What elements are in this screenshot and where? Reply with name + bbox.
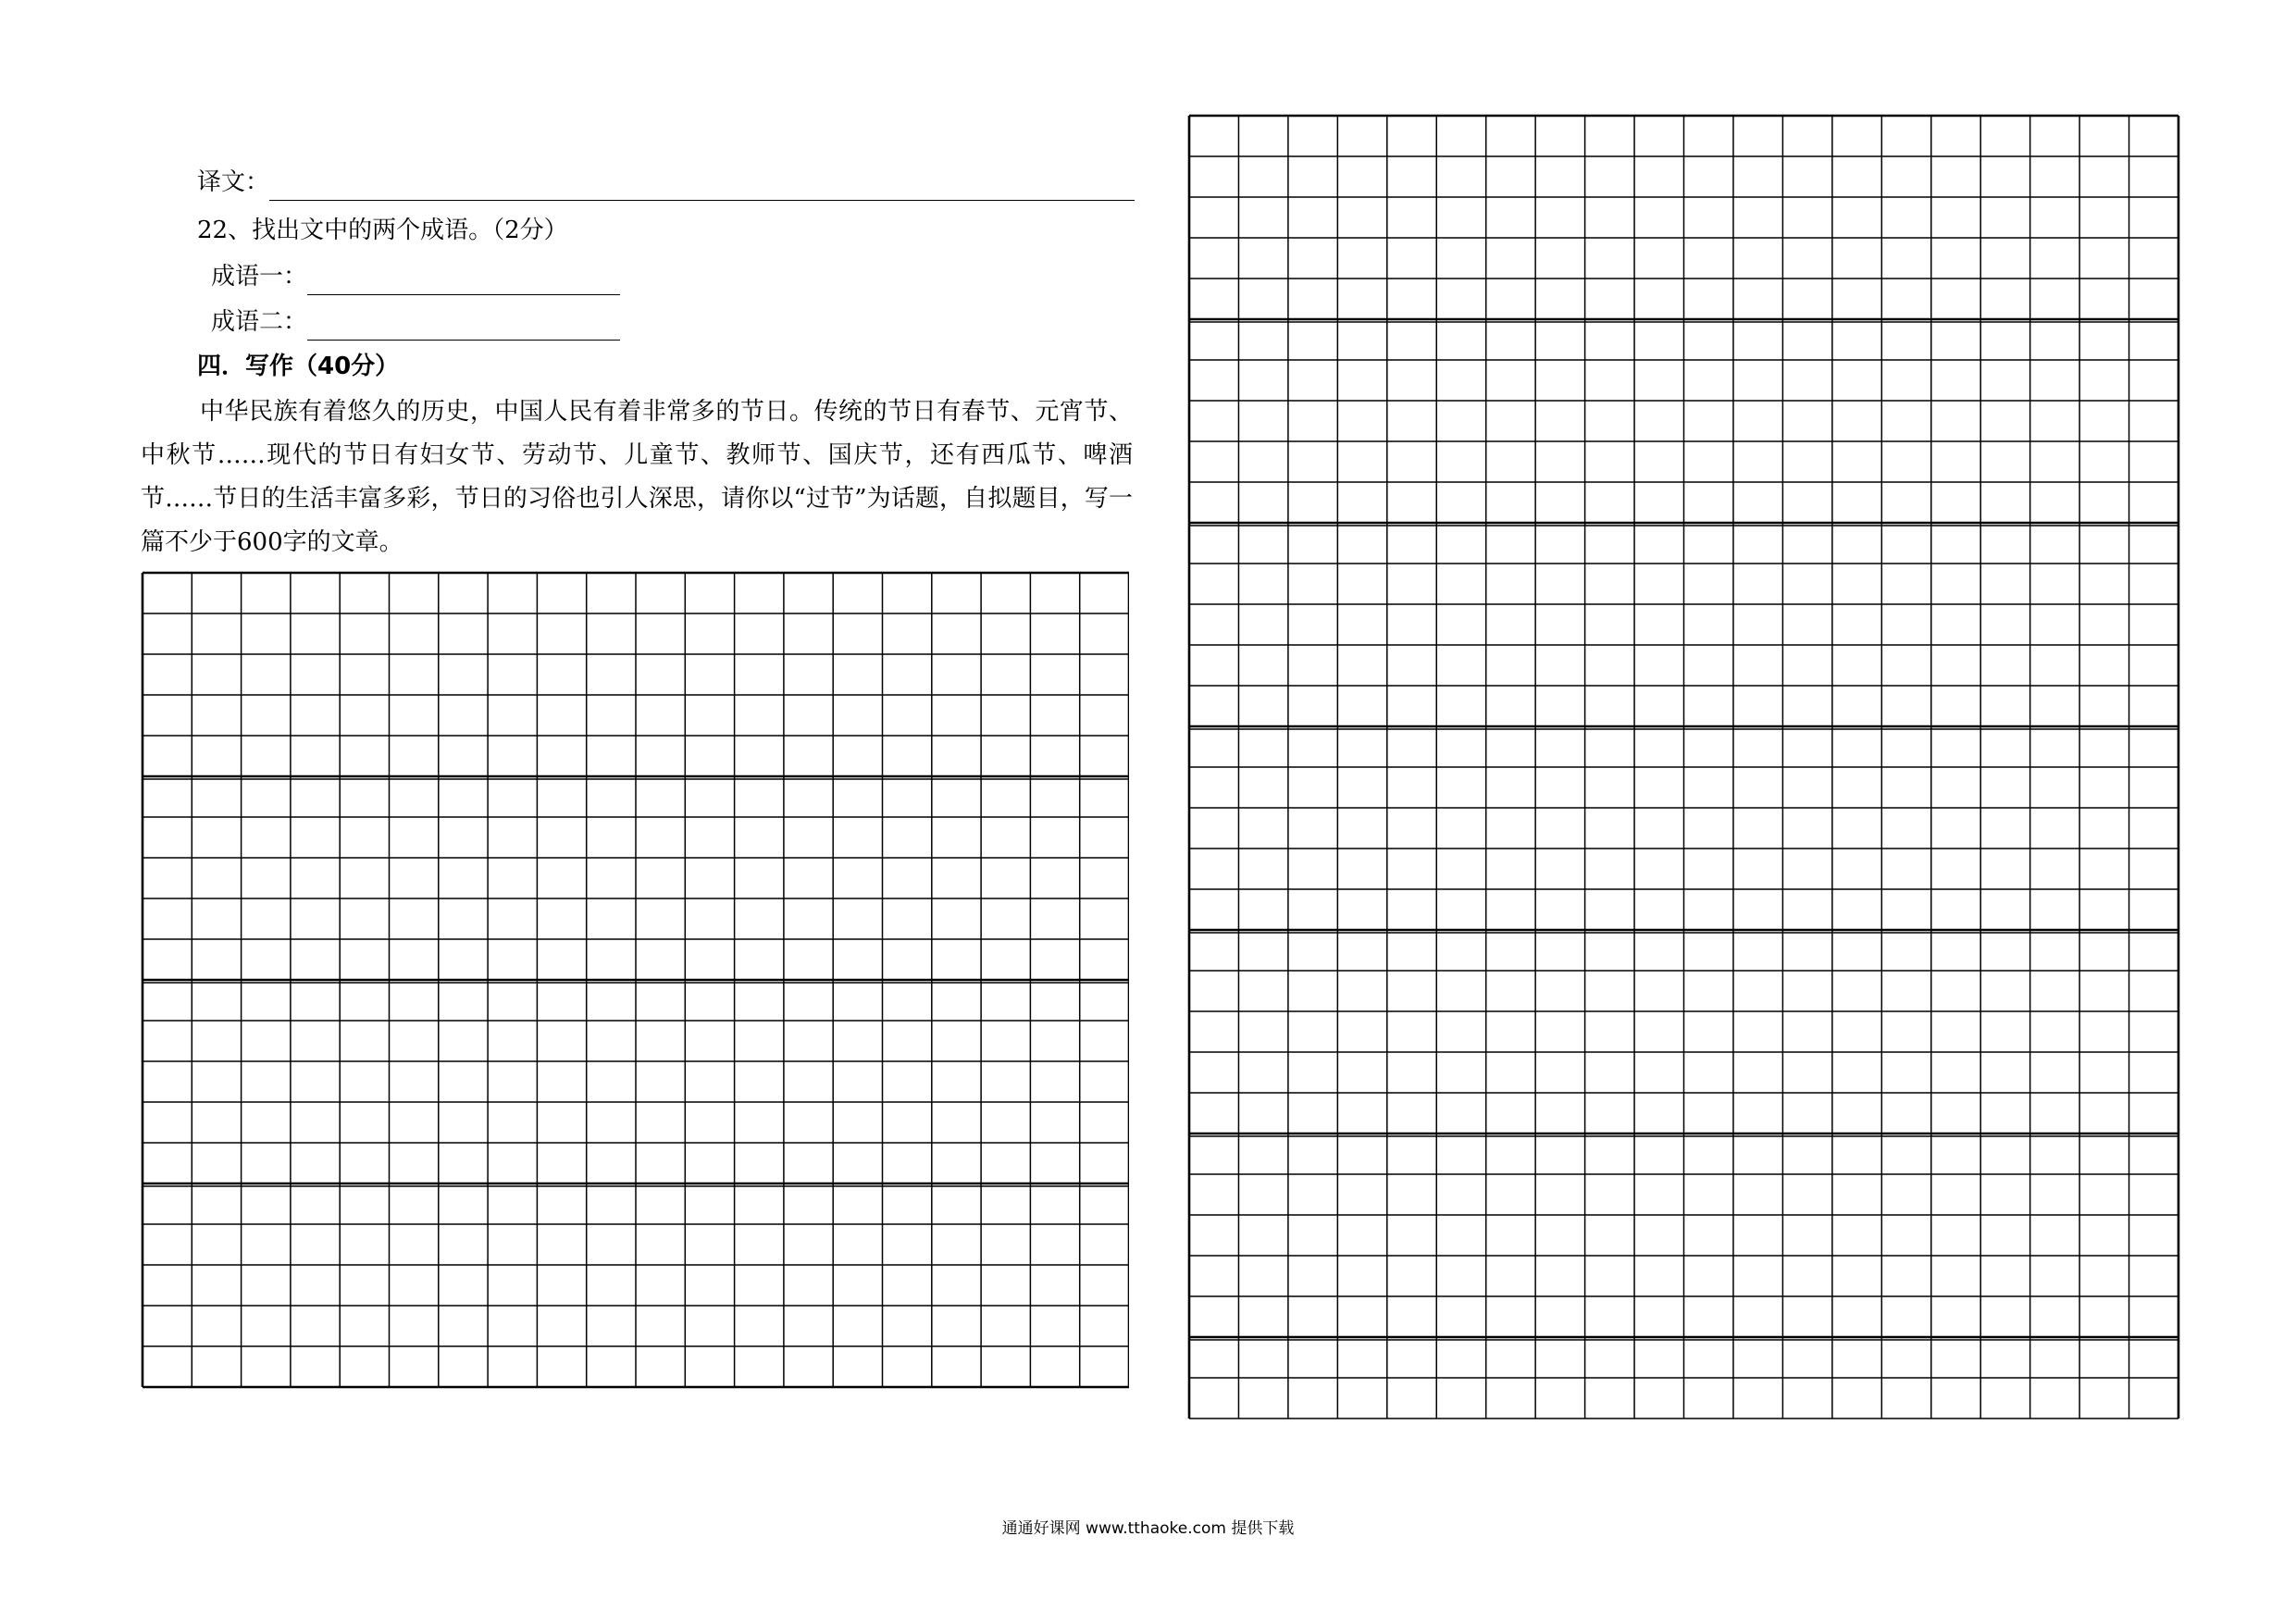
writing-prompt: 中华民族有着悠久的历史，中国人民有着非常多的节日。传统的节日有春节、元宵节、中秋节……现代的节日有妇女节、劳动节、儿童节、教师节、国庆节，还有西瓜节、啤酒节……节日的生活丰富多彩，节日的习俗也引人深思，请你以“过节”为话题，自拟题目，写一篇不少于600字的文章。 [141,398,1133,556]
idiom-2-line [211,304,620,341]
footer-credit: 通通好课网 www.tthaoke.com 提供下载 [1001,1519,1295,1538]
writing-grid-right[interactable] [1187,114,2180,1421]
question-22: 22、找出文中的两个成语。（2分） [197,217,568,244]
writing-heading: 四．写作（40分） [197,353,400,380]
translation-blank[interactable] [269,172,1135,201]
translation-line [197,164,1135,201]
translation-label: 译文： [197,168,270,196]
idiom-1-line [211,258,620,295]
idiom-2-label: 成语二： [211,308,308,336]
idiom-1-blank[interactable] [307,266,620,295]
idiom-2-blank[interactable] [307,312,620,341]
idiom-1-label: 成语一： [211,263,308,291]
writing-grid-left[interactable] [141,571,1129,1390]
